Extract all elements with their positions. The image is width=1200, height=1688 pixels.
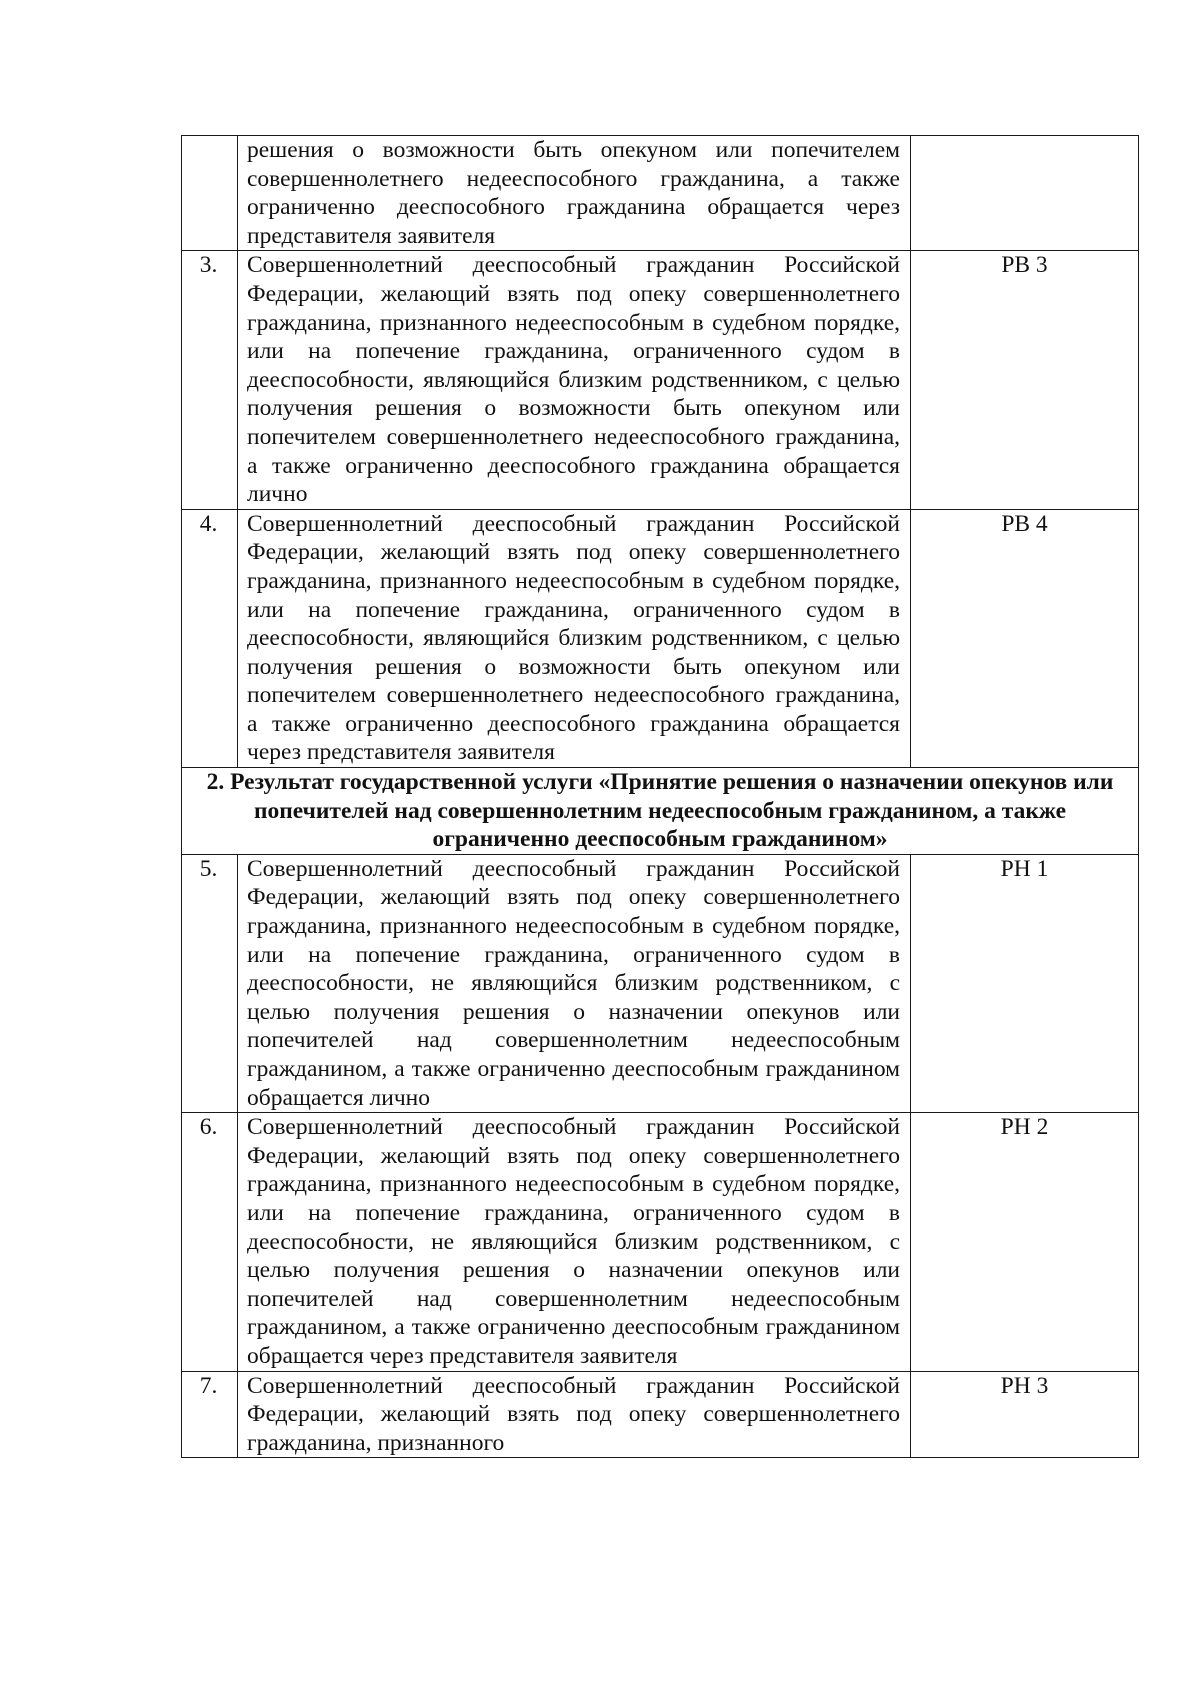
- table-row: [182, 136, 1139, 251]
- table-row: [182, 509, 1139, 767]
- row-number: [182, 136, 238, 251]
- row-number: 5.: [182, 854, 238, 1112]
- table-row: [182, 1113, 1139, 1371]
- section-heading: 2. Результат государственной услуги «Принятие решения о назначении опекунов или попечителей над совершеннолетним недееспособным гражданином, а также ограниченно дееспособным гражданином»: [182, 768, 1139, 855]
- table-row: [182, 854, 1139, 1112]
- row-number: 4.: [182, 509, 238, 767]
- table-row: [182, 251, 1139, 509]
- row-description: Совершеннолетний дееспособный гражданин Российской Федерации, желающий взять под опеку совершеннолетнего гражданина, признанного недееспособным в судебном порядке, или на попечение гражданина, ограниченного судом в дееспособности, не являющийся близким родственником, с целью получения решения о назначении опекунов или попечителей над совершеннолетним недееспособным гражданином, а также ограниченно дееспособным гражданином обращается через представителя заявителя: [238, 1113, 911, 1371]
- table-row: [182, 1371, 1139, 1458]
- row-code: РВ 4: [911, 509, 1139, 767]
- section-row: [182, 768, 1139, 855]
- row-description: Совершеннолетний дееспособный гражданин Российской Федерации, желающий взять под опеку совершеннолетнего гражданина, признанного недееспособным в судебном порядке, или на попечение гражданина, ограниченного судом в дееспособности, являющийся близким родственником, с целью получения решения о возможности быть опекуном или попечителем совершеннолетнего недееспособного гражданина, а также ограниченно дееспособного гражданина обращается через представителя заявителя: [238, 509, 911, 767]
- row-number: 6.: [182, 1113, 238, 1371]
- row-description: Совершеннолетний дееспособный гражданин Российской Федерации, желающий взять под опеку совершеннолетнего гражданина, признанного: [238, 1371, 911, 1458]
- row-code: РВ 3: [911, 251, 1139, 509]
- row-code: РН 2: [911, 1113, 1139, 1371]
- row-description: решения о возможности быть опекуном или попечителем совершеннолетнего недееспособного гражданина, а также ограниченно дееспособного гражданина обращается через представителя заявителя: [238, 136, 911, 251]
- row-code: [911, 136, 1139, 251]
- row-number: 7.: [182, 1371, 238, 1458]
- row-code: РН 3: [911, 1371, 1139, 1458]
- row-description: Совершеннолетний дееспособный гражданин Российской Федерации, желающий взять под опеку совершеннолетнего гражданина, признанного недееспособным в судебном порядке, или на попечение гражданина, ограниченного судом в дееспособности, не являющийся близким родственником, с целью получения решения о назначении опекунов или попечителей над совершеннолетним недееспособным гражданином, а также ограниченно дееспособным гражданином обращается лично: [238, 854, 911, 1112]
- row-description: Совершеннолетний дееспособный гражданин Российской Федерации, желающий взять под опеку совершеннолетнего гражданина, признанного недееспособным в судебном порядке, или на попечение гражданина, ограниченного судом в дееспособности, являющийся близким родственником, с целью получения решения о возможности быть опекуном или попечителем совершеннолетнего недееспособного гражданина, а также ограниченно дееспособного гражданина обращается лично: [238, 251, 911, 509]
- row-code: РН 1: [911, 854, 1139, 1112]
- row-number: 3.: [182, 251, 238, 509]
- variants-table: [181, 135, 1139, 1458]
